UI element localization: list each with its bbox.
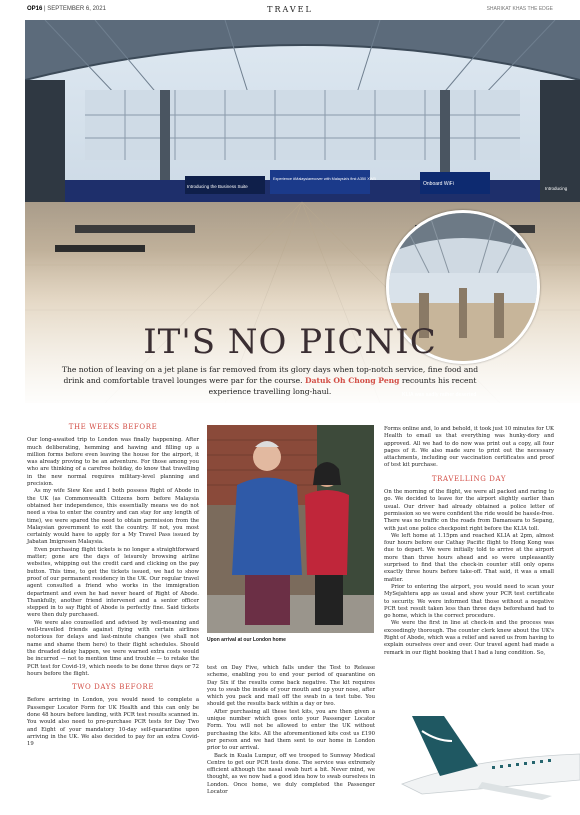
paragraph: We left home at 1.15pm and reached KLIA at 2pm, almost four hours before our Cathay Pacific flight to Hong Kong was due to depart. We were initially told to arrive at the airport more than three hours ahead and so were unpleasantly surprised to find that the check-in counter still only opens exactly three hours before take-off. That said, it was a small matter. — [384, 532, 554, 583]
byline: Datuk Oh Chong Peng — [304, 376, 400, 385]
heading-two-days-before: TWO DAYS BEFORE — [71, 683, 155, 692]
section-title: TRAVEL — [267, 5, 313, 14]
paragraph: After purchasing all these test kits, you are then given a unique number which goes onto your Passenger Locator Form. You will not be allowed to enter the UK without purchasing the kits. All the aforementioned kits cost us £190 per person and we had them sent to our home in London prior to our arrival. — [207, 708, 375, 752]
page-number: OP16 | SEPTEMBER 6, 2021 — [27, 6, 106, 12]
paragraph: test on Day Five, which falls under the Test to Release scheme, enabling you to end your period of quarantine on Day Six if the results come back negative. The kit requires you to swab the inside of your mouth and up your nose, after which you pack and mail off the swab in a test tube. You should get the results back within a day or two. — [207, 665, 375, 708]
photo-caption: Upon arrival at our London home — [207, 637, 286, 643]
page-date: SEPTEMBER 6, 2021 — [47, 6, 106, 12]
page-header — [0, 0, 580, 20]
standfirst — [60, 364, 480, 397]
inset-caption: KLIA was sadly rather deserted — [402, 392, 477, 398]
paragraph: On the morning of the flight, we were all packed and raring to go. We decided to leave for the airport slightly earlier than usual. Our driver had already obtained a police letter of permission so we were confident the ride would be hassle-free. There was no traffic on the roads from Damansara to Sepang, with just one police checkpoint right before the KLIA toll. — [384, 489, 554, 532]
banner-onboard-wifi: Onboard WiFi — [423, 181, 454, 187]
column-1 — [27, 418, 199, 748]
standfirst-tail: recounts his recent experience travelling long-haul. — [208, 376, 477, 396]
paragraph: Even purchasing flight tickets is no longer a straightforward matter; gone are the days of leisurely browsing airline websites, whipping out the credit card and clicking on the pay button. This time, to get the tickets issued, we had to show proof of our permanent residency in the UK. Our regular travel agent consulted a friend who works in the immigration department and even he had never heard of Right of Abode. Thankfully, another friend intervened and a senior officer stepped in to say Right of Abode is perfectly fine. Said tickets were then duly purchased. — [27, 546, 199, 619]
paragraph: Back in Kuala Lumpur, off we trooped to Sunway Medical Centre to get our PCR tests done. The service was extremely efficient although the nasal swab hurt a bit. Never mind, we thought, as we now had a good idea how to swab ourselves in London. Once home, we duly completed the Passenger Locator — [207, 752, 375, 796]
cathay-plane-illustration — [382, 696, 580, 811]
column-2 — [207, 665, 375, 796]
photo-couple-london-home — [207, 425, 374, 633]
banner-a350: Experience #Malaysiarecover with Malaysia's first A350 XWB — [273, 177, 376, 181]
column-3 — [384, 426, 554, 657]
paragraph: Before arriving in London, you would need to complete a Passenger Locator Form for UK Health and this can only be done 48 hours before landing, with PCR test results scanned in. You would also need to pre-purchase PCR tests for Day Two and Eight of your mandatory 10-day self-quarantine upon arriving in the UK. We also decided to pay for an extra Covid-19 — [27, 697, 199, 748]
banner-business-suite: Introducing the Business Suite — [187, 184, 248, 189]
paragraph: As my wife Siew Kee and I both possess Right of Abode in the UK (as Commonwealth Citizens born before Malaysia obtained her independence, this essentially means we do not need a visa to enter the country and can stay for any length of time), we were spared the need to obtain permission from the Malaysian government to exit the country. If not, you most certainly would have to apply for a My Travel Pass issued by Jabatan Imigresen Malaysia. — [27, 488, 199, 546]
article-title: IT'S NO PICNIC — [143, 322, 437, 362]
paragraph: Our long-awaited trip to London was finally happening. After much deliberating, hemming and hawing and filling up a million forms before even leaving the house for the airport, it was already proving to be an adventure. For those among you who are thinking of a carefree holiday, do know that travelling in the new normal requires military-level planning and precision. — [27, 437, 199, 488]
paragraph: Forms online and, lo and behold, it took just 10 minutes for UK Health to email us that everything was hunky-dory and approved. All we had to do now was print out a copy, all four pages of it. We also made sure to print out the necessary attachments, including our vaccination certificates and proof of test kit purchase. — [384, 426, 554, 469]
standfirst-text: The notion of leaving on a jet plane is far removed from its glory days when top-notch service, fine food and drink and comfortable travel lounges were par for the course. — [61, 365, 479, 385]
banner-introducing: Introducing — [545, 186, 568, 191]
publication-name: SHARIKAT KHAS THE EDGE — [486, 6, 553, 12]
heading-travelling-day: TRAVELLING DAY — [431, 474, 507, 483]
paragraph: We were also counselled and advised by well-meaning and well-travelled friends against flying with certain airlines notorious for delays and last-minute changes (we shall not name and shame them here) to their flight schedules. Should the dreaded delay happen, we were warned extra costs would be incurred — not to mention time and trouble — to retake the PCR test for Covid-19, which needs to be done three days or 72 hours before the flight. — [27, 619, 199, 677]
paragraph: We were the first in line at check-in and the process was exceedingly thorough. The counter clerk knew about the UK's Right of Abode, which was a relief and saved us from having to explain ourselves over and over. Our travel agent had made a remark in our flight booking that I had a lung condition. So, — [384, 620, 554, 656]
paragraph: Prior to entering the airport, you would need to scan your MySejahtera app as usual and show your PCR test certificate to security. We were informed that those without a negative PCR test result taken less than three days beforehand had to go home, which is the correct procedure. — [384, 583, 554, 620]
heading-weeks-before: THE WEEKS BEFORE — [68, 423, 158, 431]
